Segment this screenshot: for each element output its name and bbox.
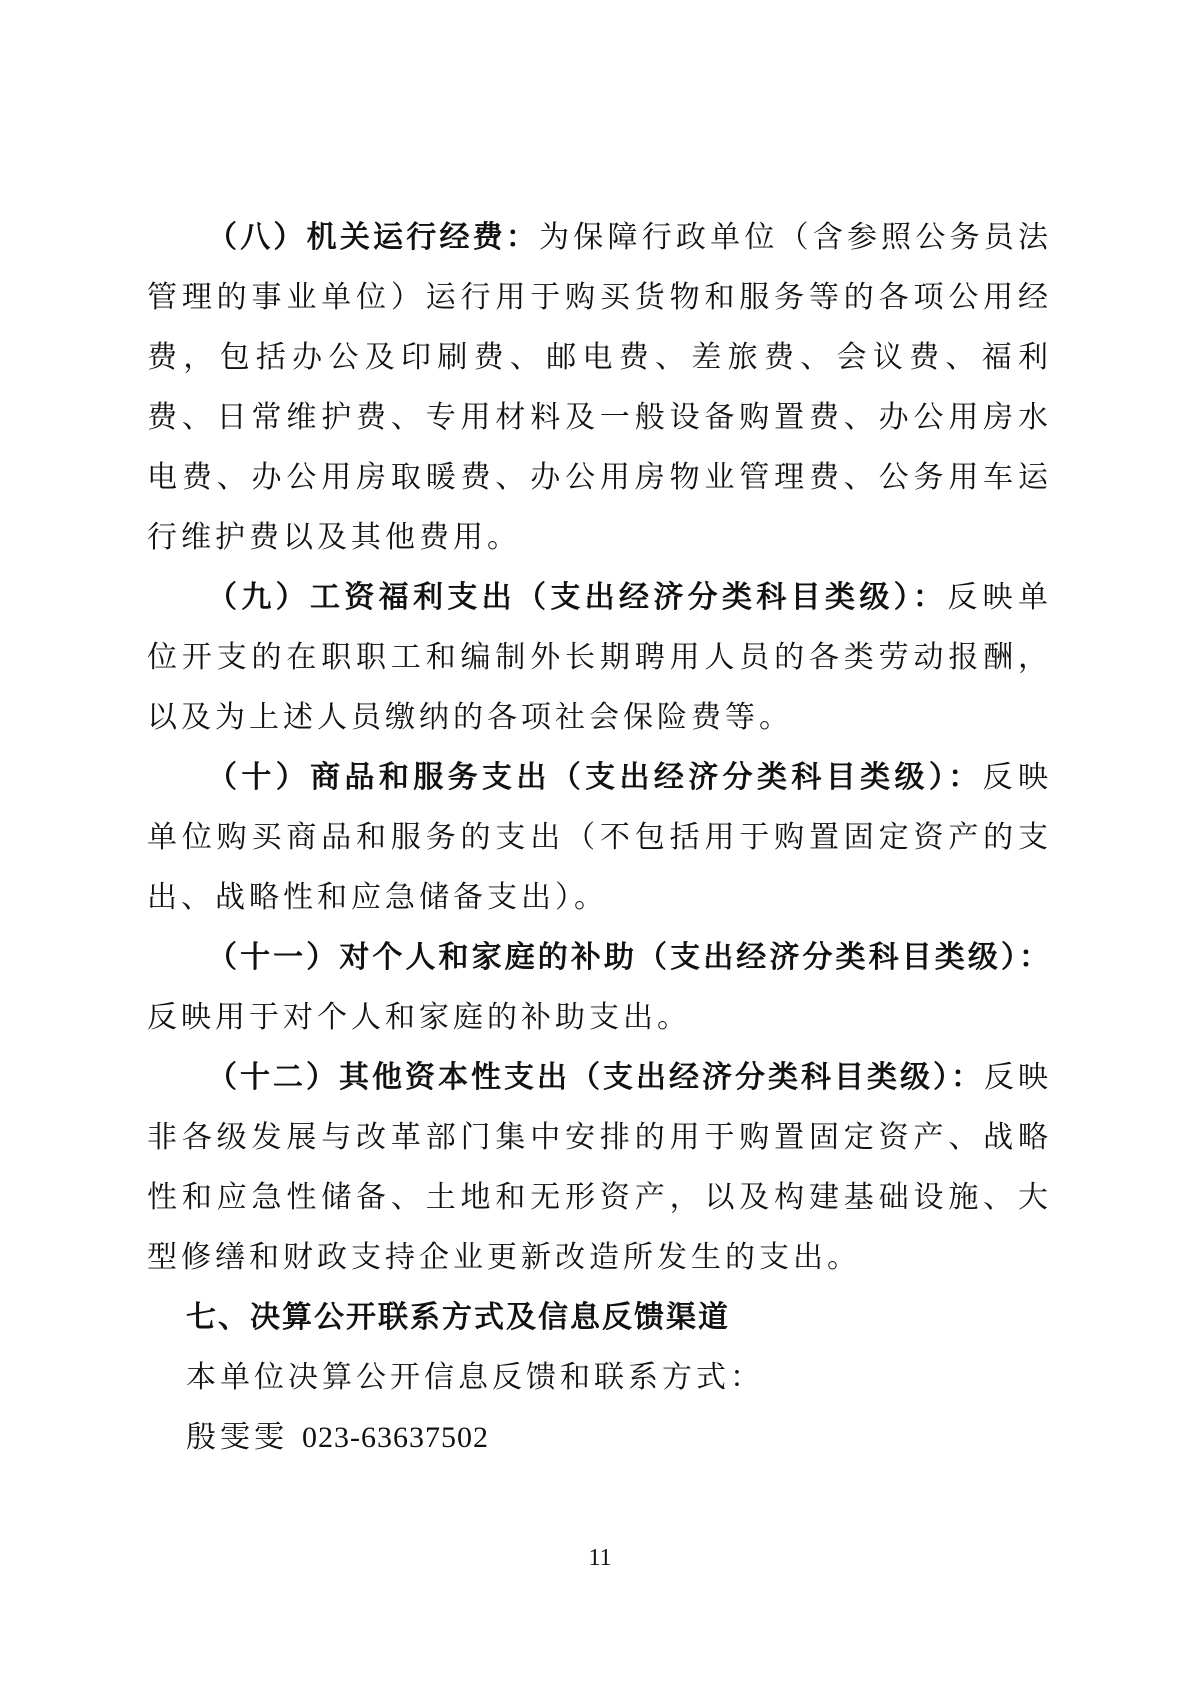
contact-name: 殷雯雯 <box>186 1420 288 1455</box>
definition-text: 反映单位购买商品和服务的支出（不包括用于购置固定资产的支出、战略性和应急储备支出）。 <box>147 760 1052 915</box>
definition-text: 反映单位开支的在职职工和编制外长期聘用人员的各类劳动报酬，以及为上述人员缴纳的各项社会保险费等。 <box>147 580 1053 735</box>
definition-item-12 <box>147 1048 1052 1288</box>
definition-item-10 <box>147 748 1052 928</box>
document-body <box>147 208 1052 1468</box>
definition-item-8 <box>147 208 1052 568</box>
definition-item-9 <box>147 568 1052 748</box>
definition-text: 反映非各级发展与改革部门集中安排的用于购置固定资产、战略性和应急性储备、土地和无形资产，以及构建基础设施、大型修缮和财政支持企业更新改造所发生的支出。 <box>147 1060 1052 1275</box>
contact-line <box>147 1408 1052 1468</box>
definition-term: （九）工资福利支出（支出经济分类科目类级）： <box>207 580 948 615</box>
definition-text: 反映用于对个人和家庭的补助支出。 <box>147 1000 691 1035</box>
definition-term: （十）商品和服务支出（支出经济分类科目类级）： <box>207 760 983 795</box>
definition-term: （十二）其他资本性支出（支出经济分类科目类级）： <box>207 1060 984 1095</box>
contact-phone: 023-63637502 <box>302 1421 489 1454</box>
section-heading: 七、决算公开联系方式及信息反馈渠道 <box>186 1300 730 1335</box>
page-number: 11 <box>588 1545 612 1571</box>
definition-text: 为保障行政单位（含参照公务员法管理的事业单位）运行用于购买货物和服务等的各项公用经费，包括办公及印刷费、邮电费、差旅费、会议费、福利费、日常维护费、专用材料及一般设备购置费、办公用房水电费、办公用房取暖费、办公用房物业管理费、公务用车运行维护费以及其他费用。 <box>147 220 1053 555</box>
definition-item-11 <box>147 928 1052 1048</box>
definition-term: （十一）对个人和家庭的补助（支出经济分类科目类级）： <box>207 940 1052 975</box>
definition-term: （八）机关运行经费： <box>207 220 540 255</box>
contact-intro: 本单位决算公开信息反馈和联系方式： <box>186 1360 764 1395</box>
